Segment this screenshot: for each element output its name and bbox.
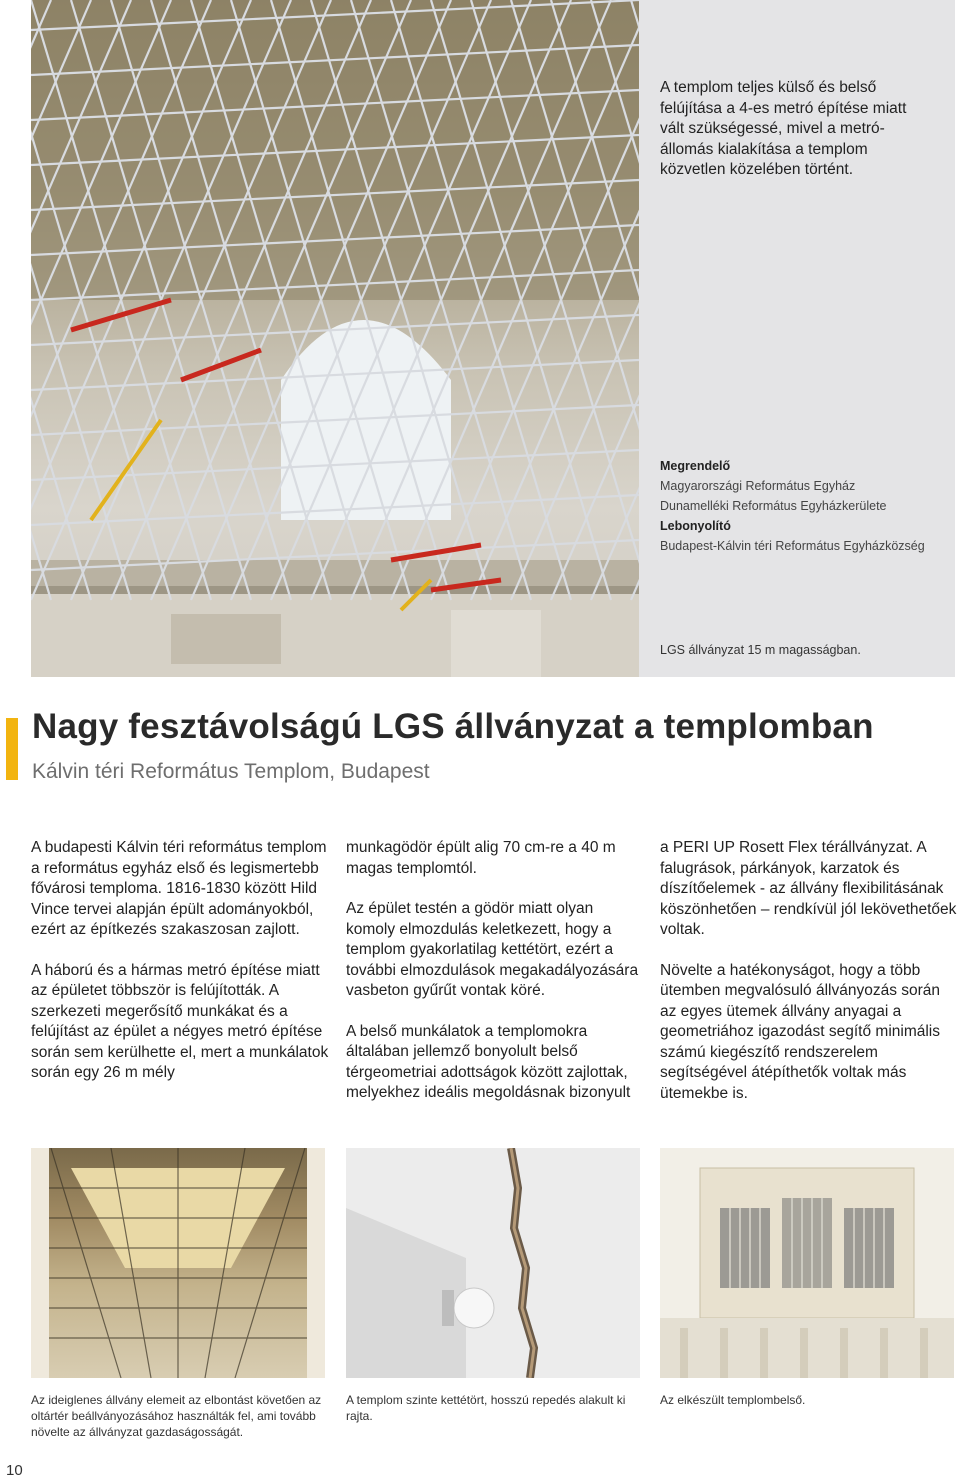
contractor-label: Lebonyolító — [660, 519, 731, 533]
organ-illustration — [660, 1148, 954, 1378]
body-column-2 — [346, 838, 646, 1124]
body-paragraph: a PERI UP Rosett Flex térállványzat. A falugrások, párkányok, karzatok és díszítőelemek - az állvány flexibilitásának köszönhetően – rendkívül jól lekövethetőek voltak. — [660, 839, 957, 938]
page-title: Nagy fesztávolságú LGS állványzat a templomban — [32, 707, 874, 746]
body-column-1 — [31, 838, 331, 1104]
photo-organ — [660, 1148, 954, 1378]
client-line-2: Dunamelléki Református Egyházkerülete — [660, 499, 887, 513]
wall-crack-illustration — [346, 1148, 640, 1378]
body-paragraph: A háború és a hármas metró építése miatt az épületet többször is felújították. A szerkezeti megerősítő munkákat és a felújítást az épület a négyes metró építése során sem kerülhette el, mert a munkálatok során egy 26 m mély — [31, 961, 329, 1081]
body-paragraph: A belső munkálatok a templomokra általában jellemző bonyolult belső térgeometriai adottságok között zajlottak, melyekhez ideális megoldásnak bizonyult — [346, 1022, 631, 1101]
client-label: Megrendelő — [660, 459, 731, 473]
caption-photo-2: A templom szinte kettétört, hosszú repedés alakult ki rajta. — [346, 1393, 626, 1423]
accent-bar — [6, 718, 18, 780]
intro-text: A templom teljes külső és belső felújítása a 4-es metró építése miatt vált szükségessé, mivel a metró-állomás kialakítása a templom közvetlen közelében történt. — [660, 79, 907, 178]
project-credits — [660, 456, 950, 556]
caption-photo-1: Az ideiglenes állvány elemeit az elbontást követően az oltártér beállványozásához használták fel, ami tovább növelte az állványzat gazdaságosságát. — [31, 1393, 322, 1439]
body-paragraph: A budapesti Kálvin téri református templom a református egyház első és legismertebb fővárosi temploma. 1816-1830 között Hild Vince tervei alapján épült adományokból, ezért az építkezés szakaszosan zajlott. — [31, 839, 327, 938]
ceiling-scaffold-illustration — [31, 1148, 325, 1378]
hero-caption: LGS állványzat 15 m magasságban. — [660, 643, 861, 657]
body-paragraph: munkagödör épült alig 70 cm-re a 40 m magas templomtól. — [346, 839, 616, 877]
body-column-3 — [660, 838, 960, 1124]
body-paragraph: Növelte a hatékonyságot, hogy a több ütemben megvalósuló állványozás során az egyes ütemek állvány anyagai a geometriához igazodást segítő minimális számú kiegészítő rendszerelem segítségével átépíthetők voltak más ütemekbe is. — [660, 961, 941, 1102]
photo-crack — [346, 1148, 640, 1378]
page-number: 10 — [6, 1462, 23, 1479]
body-paragraph: Az épület testén a gödör miatt olyan komoly elmozdulás keletkezett, hogy a templom gyakorlatilag kettétört, ezért a további elmozdulások megakadályozására vasbeton gyűrűt vontak köré. — [346, 900, 639, 999]
page-subtitle: Kálvin téri Református Templom, Budapest — [32, 760, 430, 783]
photo-ceiling-scaffold — [31, 1148, 325, 1378]
contractor-line-1: Budapest-Kálvin téri Református Egyházközség — [660, 539, 925, 553]
client-line-1: Magyarországi Református Egyház — [660, 479, 856, 493]
scaffolding-illustration — [31, 0, 639, 677]
hero-scaffolding-photo — [31, 0, 639, 677]
caption-photo-3: Az elkészült templombelső. — [660, 1393, 806, 1407]
